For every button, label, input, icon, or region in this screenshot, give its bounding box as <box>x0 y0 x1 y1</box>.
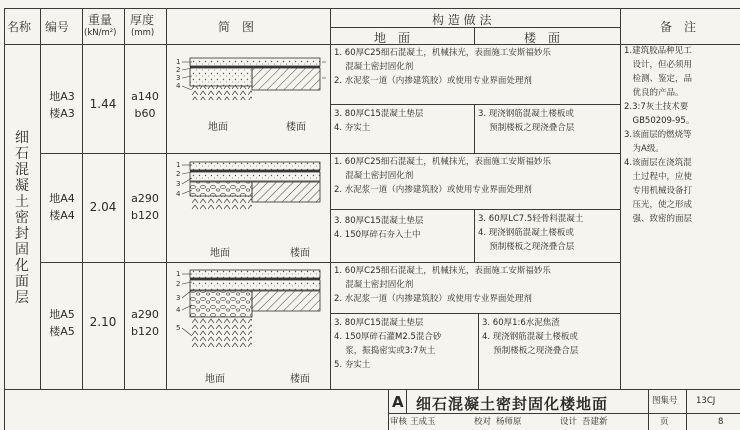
svg-text:4: 4 <box>176 306 181 314</box>
remarks-text: 1.建筑胶品种见工 设计，但必须用 检测、鉴定，品 优良的产品。 2.3:7灰土技术要 GB50209-95。 3.该面层的燃烧等 为A级。 4.该面层在浇筑混 土过程中，应使 专用机械设备打 压光，使之形成 强、致密的面层 <box>624 46 695 224</box>
row2-section-diagram <box>176 161 320 210</box>
row2-thickness: a290 b120 <box>131 192 159 222</box>
svg-text:3: 3 <box>176 74 181 82</box>
header-remarks: 备 注 <box>660 20 697 34</box>
footer-left-line <box>388 389 389 430</box>
footer-design-label: 设计 <box>560 417 578 427</box>
row3-label-ground: 地面 <box>205 374 225 385</box>
svg-text:2: 2 <box>176 170 181 178</box>
category-label: 细石混凝土密封固化面层 <box>15 130 29 306</box>
footer-check-label: 校对 <box>474 417 492 427</box>
header-thickness: 厚度 <box>130 13 155 27</box>
row1-ground-spec: 3. 80厚C15混凝土垫层 4. 夯实土 <box>334 109 424 133</box>
row2-code: 地A4 楼A4 <box>49 192 75 222</box>
footer-designer: 吾建新 <box>582 417 608 427</box>
row3-label-upper: 楼面 <box>290 374 310 385</box>
row3-ground-spec: 3. 80厚C15混凝土垫层 4. 150厚碎石灌M2.5混合砂 浆，振捣密实或3:7灰土 5. 夯实土 <box>334 318 442 370</box>
row1-code: 地A3 楼A3 <box>49 90 75 120</box>
footer-letter-line <box>406 389 407 413</box>
row2-upper-spec: 3. 60厚LC7.5轻骨料混凝土 4. 现浇钢筋混凝土楼板或 预制楼板之现浇叠合层 <box>478 214 584 252</box>
footer-review-label: 审核 <box>390 417 408 427</box>
row2-label-upper: 楼面 <box>290 248 310 259</box>
footer-meta-line-2 <box>686 389 687 430</box>
footer-atlas-label: 图集号 <box>652 396 678 406</box>
row2-label-ground: 地面 <box>210 248 230 259</box>
row2-ground-spec: 3. 80厚C15混凝土垫层 4. 150厚碎石夯入土中 <box>334 216 424 240</box>
footer-atlas-no: 13CJ <box>696 396 716 406</box>
row2-weight: 2.04 <box>89 200 117 214</box>
header-thickness-unit: (mm) <box>131 28 155 38</box>
svg-text:5: 5 <box>176 324 181 332</box>
header-floor-upper: 楼 面 <box>524 31 561 45</box>
row3-common-spec: 1. 60厚C25细石混凝土，机械抹光，表面施工安斯福妙乐 混凝土密封固化剂 2. 水泥浆一道（内掺建筑胶）或使用专业界面处理剂 <box>334 266 551 304</box>
row1-weight: 1.44 <box>89 97 117 111</box>
row1-label-ground: 地面 <box>208 122 228 133</box>
row3-code: 地A5 楼A5 <box>49 308 75 338</box>
row3-section-diagram <box>176 270 320 347</box>
svg-text:1: 1 <box>176 270 181 278</box>
footer-page-no: 8 <box>718 417 724 427</box>
row3-weight: 2.10 <box>89 315 117 329</box>
header-name: 名称 <box>7 20 32 34</box>
svg-text:4: 4 <box>176 190 181 198</box>
footer-checker: 杨师原 <box>496 417 522 427</box>
svg-text:3: 3 <box>176 180 181 188</box>
header-code: 编号 <box>45 20 70 34</box>
svg-text:4: 4 <box>176 82 181 90</box>
footer-title: 细石混凝土密封固化楼地面 <box>416 395 609 413</box>
svg-text:3: 3 <box>176 294 181 302</box>
footer-reviewer: 王成玉 <box>410 417 436 427</box>
row3-upper-spec: 3. 60厚1:6水泥焦渣 4. 现浇钢筋混凝土楼板或 预制楼板之现浇叠合层 <box>482 318 579 356</box>
svg-text:2: 2 <box>176 66 181 74</box>
row1-thickness: a140 b60 <box>131 90 159 120</box>
header-construction: 构 造 做 法 <box>432 13 492 27</box>
row3-thickness: a290 b120 <box>131 308 159 338</box>
header-weight-unit: (kN/m²) <box>84 28 117 38</box>
row1-label-upper: 楼面 <box>286 122 306 133</box>
header-weight: 重量 <box>88 13 113 27</box>
header-floor-ground: 地 面 <box>374 31 411 45</box>
footer-meta-line <box>648 389 649 430</box>
row1-section-diagram <box>176 58 326 100</box>
row1-upper-spec: 3. 现浇钢筋混凝土楼板或 预制楼板之现浇叠合层 <box>478 109 575 133</box>
footer-page-label: 页 <box>660 417 669 427</box>
header-diagram: 简 图 <box>218 20 255 34</box>
row2-common-spec: 1. 60厚C25细石混凝土，机械抹光，表面施工安斯福妙乐 混凝土密封固化剂 2. 水泥浆一道（内掺建筑胶）或使用专业界面处理剂 <box>334 157 551 195</box>
svg-text:1: 1 <box>176 58 181 66</box>
row1-common-spec: 1. 60厚C25细石混凝土，机械抹光，表面施工安斯福妙乐 混凝土密封固化剂 2. 水泥浆一道（内掺建筑胶）或使用专业界面处理剂 <box>334 48 551 86</box>
svg-text:2: 2 <box>176 280 181 288</box>
svg-text:1: 1 <box>176 161 181 169</box>
footer-letter: A <box>392 393 405 411</box>
